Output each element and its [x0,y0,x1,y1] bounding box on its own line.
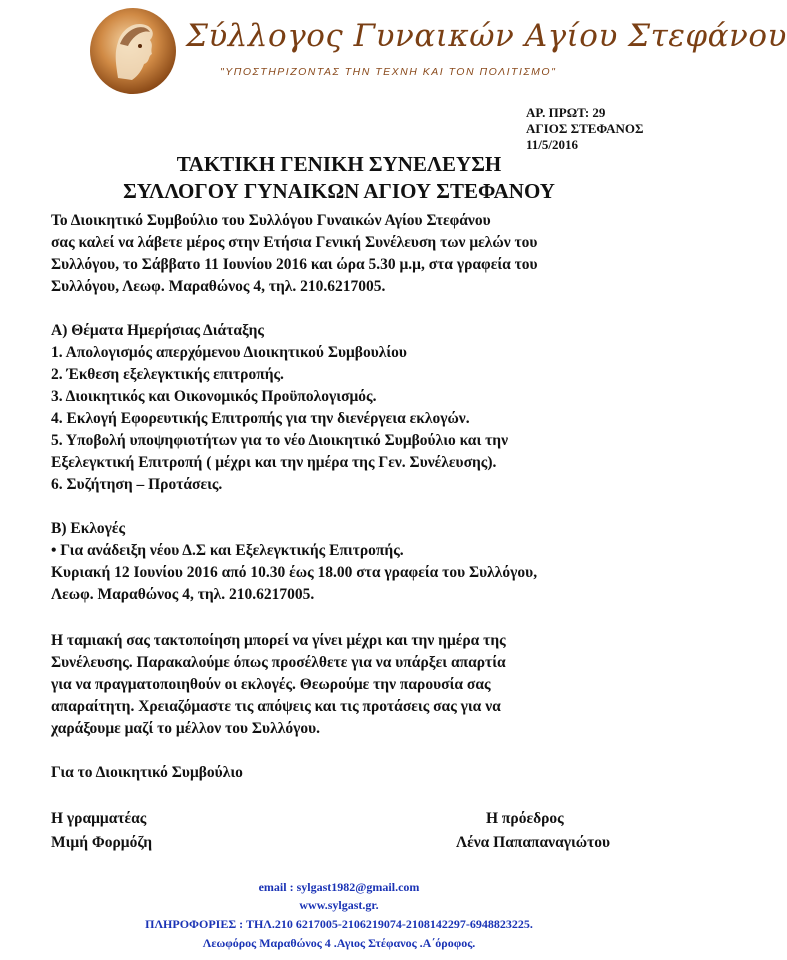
president-name: Λένα Παπαπαναγιώτου [456,834,611,851]
footer-phones: ΠΛΗΡΟΦΟΡΙΕΣ : ΤΗΛ.210 6217005-2106219074-2108142297-6948823225. [145,917,533,931]
footer-website: www.sylgast.gr. [299,898,379,912]
footer-address: Λεωφόρος Μαραθώνος 4 .Αγιος Στέφανος .Α΄όροφος. [202,936,476,950]
closing-line: για να πραγματοποιηθούν οι εκλογές. Θεωρούμε την παρουσία σας [51,676,491,693]
secretary-role: Η γραμματέας [51,810,147,827]
intro-paragraph [51,210,651,298]
signoff: Για το Διοικητικό Συμβούλιο [51,764,243,781]
elections-line: Λεωφ. Μαραθώνος 4, τηλ. 210.6217005. [51,586,315,603]
agenda-item: 1. Απολογισμός απερχόμενου Διοικητικού Συμβουλίου [51,344,407,361]
intro-line: σας καλεί να λάβετε μέρος στην Ετήσια Γενική Συνέλευση των μελών του [51,234,538,251]
elections-section [51,518,651,606]
intro-line: Συλλόγου, το Σάββατο 11 Ιουνίου 2016 και ώρα 5.30 μ.μ, στα γραφεία του [51,256,538,273]
agenda-heading: Α) Θέματα Ημερήσιας Διάταξης [51,322,264,339]
document-title-line-2: ΣΥΛΛΟΓΟΥ ΓΥΝΑΙΚΩΝ ΑΓΙΟΥ ΣΤΕΦΑΝΟΥ [123,179,555,203]
secretary-name: Μιμή Φορμόζη [51,834,153,851]
closing-line: Η ταμιακή σας τακτοποίηση μπορεί να γίνει μέχρι και την ημέρα της [51,632,506,649]
coin-head-logo-icon [88,6,178,96]
elections-line: Κυριακή 12 Ιουνίου 2016 από 10.30 έως 18.00 στα γραφεία του Συλλόγου, [51,564,538,581]
organization-name: Σύλλογος Γυναικών Αγίου Στεφάνου [186,18,787,54]
agenda-item: 5. Υποβολή υποψηφιοτήτων για το νέο Διοικητικό Συμβούλιο και την [51,432,508,449]
agenda-item: 2. Έκθεση εξελεγκτικής επιτροπής. [51,366,284,383]
closing-line: Συνέλευσης. Παρακαλούμε όπως προσέλθετε για να υπάρξει απαρτία [51,654,506,671]
president-role: Η πρόεδρος [486,810,564,827]
document-date: 11/5/2016 [526,137,579,152]
agenda-item: 6. Συζήτηση – Προτάσεις. [51,476,223,493]
footer-email: email : sylgast1982@gmail.com [258,880,420,894]
intro-line: Το Διοικητικό Συμβούλιο του Συλλόγου Γυναικών Αγίου Στεφάνου [51,212,491,229]
elections-heading: Β) Εκλογές [51,520,126,537]
closing-line: απαραίτητη. Χρειαζόμαστε τις απόψεις και τις προτάσεις σας για να [51,698,501,715]
organization-tagline: "ΥΠΟΣΤΗΡΙΖΟΝΤΑΣ ΤΗΝ ΤΕΧΝΗ ΚΑΙ ΤΟΝ ΠΟΛΙΤΙΣΜΟ" [220,66,557,78]
closing-line: χαράξουμε μαζί το μέλλον του Συλλόγου. [51,720,321,737]
agenda-item: 3. Διοικητικός και Οικονομικός Προϋπολογισμός. [51,388,377,405]
protocol-number: ΑΡ. ΠΡΩΤ: 29 [526,105,606,120]
agenda-item: 4. Εκλογή Εφορευτικής Επιτροπής για την διενέργεια εκλογών. [51,410,470,427]
document-place: ΑΓΙΟΣ ΣΤΕΦΑΝΟΣ [526,121,644,136]
document-title-line-1: ΤΑΚΤΙΚΗ ΓΕΝΙΚΗ ΣΥΝΕΛΕΥΣΗ [176,152,502,176]
elections-line: • Για ανάδειξη νέου Δ.Σ και Εξελεγκτικής Επιτροπής. [51,542,404,559]
intro-line: Συλλόγου, Λεωφ. Μαραθώνος 4, τηλ. 210.6217005. [51,278,386,295]
agenda-section [51,320,651,496]
agenda-item: Εξελεγκτική Επιτροπή ( μέχρι και την ημέρα της Γεν. Συνέλευσης). [51,454,497,471]
closing-paragraph [51,630,651,740]
